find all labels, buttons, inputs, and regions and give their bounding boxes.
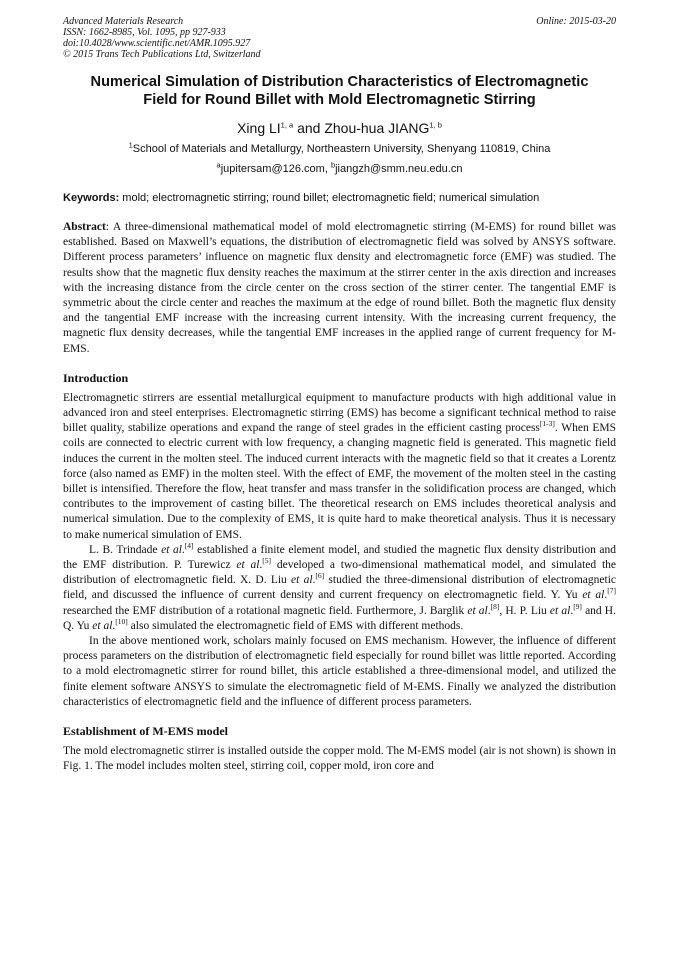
author-conjunction: and (293, 120, 325, 136)
journal-name: Advanced Materials Research (63, 16, 184, 27)
affiliation-marker: 1 (128, 140, 133, 150)
etal: et al (92, 619, 113, 632)
citation-6: [6] (315, 571, 325, 581)
intro-p1-text-b: . When EMS coils are connected to electric current with low frequency, a changing magnetic field is generated. This magnetic field induces the current in the molten steel. The induced current interacts with the magnetic field so that it creates a Lorentz force (also named as EMF) in the molten steel. With the effect of EMF, the movement of the molten steel in the casting billet is intensified. Therefore the flow, heat transfer and mass transfer in the solidification process are changed, which contributes to the improvement of casting billet. The theoretical research on EMS includes theoretical analysis and numerical simulation. Due to the complexity of EMS, it is quite hard to make theoretical analysis. Thus it is necessary to make numerical simulation of EMS. (63, 422, 616, 541)
author-1-affiliation: 1, a (280, 120, 294, 130)
email-a-marker: a (216, 160, 221, 170)
intro-p2-text-b: established a finite element model, and studied the magnetic flux density distribution and the EMF distribution. P. Turewicz (63, 543, 619, 572)
intro-p1-text-a: Electromagnetic stirrers are essential metallurgical equipment to manufacture products with high additional value in advanced iron and steel enterprises. Electromagnetic stirring (EMS) has become a significant technical method to raise billet quality, stabilize operations and expand the range of steel grades in the efficient casting process (63, 391, 616, 435)
section-2-heading: Establishment of M-EMS model (63, 724, 228, 739)
issn-line: ISSN: 1662-8985, Vol. 1095, pp 927-933 (63, 27, 226, 38)
author-1: Xing LI (237, 120, 281, 136)
section-2-paragraph-1: The mold electromagnetic stirrer is installed outside the copper mold. The M-EMS model (air is not shown) is shown in Fig. 1. The model includes molten steel, stirring coil, copper mold, iron core and (63, 745, 616, 773)
intro-p2-text-g: and H. Q. Yu (63, 604, 619, 632)
citation-8: [8] (490, 601, 500, 611)
online-date: Online: 2015-03-20 (536, 16, 616, 27)
citation-9: [9] (573, 601, 582, 611)
citation-7: [7] (607, 586, 616, 596)
intro-p2-text-h: also simulated the electromagnetic field of EMS with different methods. (127, 619, 464, 632)
intro-paragraph-1 (63, 391, 616, 543)
citation-1-3: [1-3] (539, 419, 555, 429)
intro-p2-text-a: L. B. Trindade (89, 543, 162, 556)
intro-p2-text-d: studied the three-dimensional distribution of electromagnetic field, and discussed the influence of current density and current frequency on electromagnetic field. Y. Yu (63, 574, 619, 602)
etal: et al (291, 574, 313, 587)
abstract-label: Abstract (63, 221, 106, 233)
keywords-label: Keywords: (63, 192, 120, 204)
doi-line: doi:10.4028/www.scientific.net/AMR.1095.927 (63, 38, 251, 49)
intro-paragraph-3: In the above mentioned work, scholars mainly focused on EMS mechanism. However, the influence of different process parameters on the distribution of electromagnetic field especially for round billet was little reported. According to a mold electromagnetic stirrer for round billet, this article established a three-dimensional model, and utilized the finite element software ANSYS to simulate the electromagnetic field of M-EMS. Finally we analyzed the distribution characteristics of electromagnetic field and the influence of different process parameters. (63, 635, 616, 708)
title-line-2: Field for Round Billet with Mold Electromagnetic Stirring (143, 92, 536, 108)
affiliation (63, 142, 616, 156)
email-a: jupitersam@126.com, (220, 163, 331, 175)
citation-5: [5] (262, 556, 272, 566)
introduction-heading: Introduction (63, 370, 129, 385)
paper-title (63, 73, 616, 109)
keywords (63, 191, 616, 205)
abstract-text: : A three-dimensional mathematical model of mold electromagnetic stirring (M-EMS) for round billet was established. Based on Maxwell’s equations, the distribution of electromagnetic field was solved by ANSYS software. Different process parameters’ influence on magnetic flux density and electromagnetic force (EMF) was studied. The results show that the magnetic flux density reaches the maximum at the stirrer center in the axis direction and increases with the increasing distance from the circle center on the cross section of the stirrer center. The tangential EMF is symmetric about the circle center and reaches the maximum at the edge of round billet. Both the magnetic flux density and the tangential EMF increase with the increasing current intensity. With the increasing current frequency, the magnetic flux density decreases, while the tangential EMF increases in the applied range of current frequency for M-EMS. (63, 221, 616, 355)
abstract (63, 220, 616, 357)
etal: et al (467, 604, 488, 617)
etal: et al (161, 543, 182, 556)
journal-header (63, 16, 616, 60)
citation-10: [10] (115, 617, 128, 627)
etal: et al (582, 589, 605, 602)
keywords-text: mold; electromagnetic stirring; round billet; electromagnetic field; numerical simulation (119, 192, 540, 204)
author-2: Zhou-hua JIANG (324, 120, 430, 136)
etal: et al (236, 559, 260, 572)
intro-p2-text-e: researched the EMF distribution of a rotational magnetic field. Furthermore, J. Barglik (63, 589, 619, 617)
intro-paragraph-2: L. B. Trindade et al.[4] established a finite element model, and studied the magnetic flux density distribution and the EMF distribution. P. Turewicz et al.[5] developed a two-dimensional mathematical model, and simulated the distribution of electromagnetic field. X. D. Liu et al.[6] studied the three-dimensional distribution of electromagnetic field, and discussed the influence of current density and current frequency on electromagnetic field. Y. Yu et al.[7] researched the EMF distribution of a rotational magnetic field. Furthermore, J. Barglik et al.[8], H. P. Liu et al.[9] and H. Q. Yu et al.[10] also simulated the electromagnetic field of EMS with different methods. (63, 541, 619, 632)
author-emails (63, 162, 616, 176)
email-b-marker: b (330, 160, 336, 170)
author-2-affiliation: 1, b (429, 120, 442, 130)
email-b: jiangzh@smm.neu.edu.cn (335, 163, 463, 175)
intro-p2-text-f: , H. P. Liu (499, 604, 550, 617)
copyright-line: © 2015 Trans Tech Publications Ltd, Switzerland (63, 49, 261, 60)
author-line (63, 119, 616, 137)
etal: et al (549, 604, 571, 617)
affiliation-text: School of Materials and Metallurgy, Northeastern University, Shenyang 110819, China (132, 143, 551, 155)
title-line-1: Numerical Simulation of Distribution Characteristics of Electromagnetic (90, 74, 589, 90)
intro-p2-text-c: developed a two-dimensional mathematical model, and simulated the distribution of electromagnetic field. X. D. Liu (63, 559, 619, 587)
citation-4: [4] (184, 541, 194, 551)
